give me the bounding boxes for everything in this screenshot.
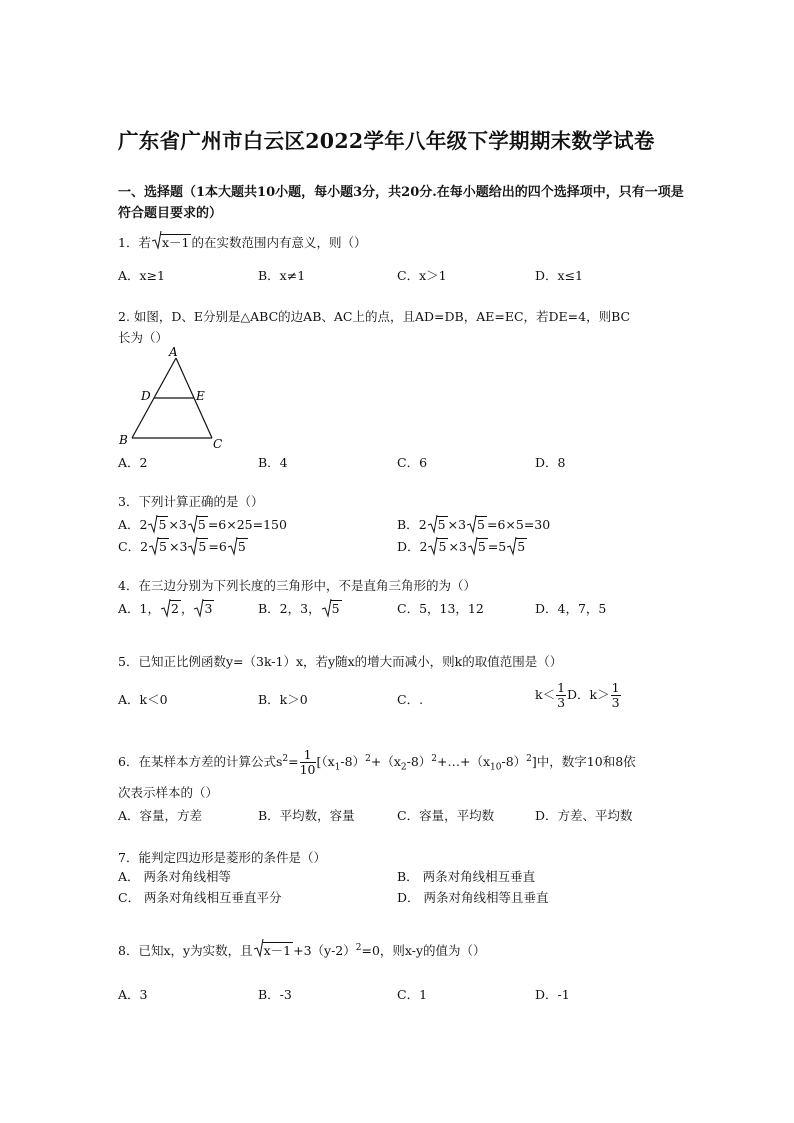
sqrt-symbol	[507, 539, 527, 554]
radicand: 5	[437, 517, 446, 532]
q3-option-d[interactable]	[397, 537, 527, 555]
section-heading: 一、选择题（1本大题共10小题，每小题3分，共20分.在每小题给出的四个选择项中，只有一项是符合题目要求的）	[118, 185, 684, 221]
q5-option-a[interactable]: A．k＜0	[118, 692, 168, 707]
pow: 2	[526, 753, 532, 764]
coef: 2	[419, 539, 428, 554]
sqrt-symbol	[152, 233, 192, 251]
q8-option-a[interactable]: A．3	[118, 987, 148, 1002]
q6-pre: 6．在某样本方差的计算公式s	[118, 754, 283, 769]
f2: -8）	[340, 754, 366, 769]
label-a: A	[169, 345, 178, 359]
q3-a-label: A．	[118, 517, 140, 532]
radicand: 2	[170, 601, 179, 616]
f7: ]中，数字10和8依	[531, 754, 636, 769]
denominator: 3	[557, 695, 566, 710]
f4: -8）	[406, 754, 432, 769]
sqrt-symbol	[254, 941, 294, 959]
coef: 2	[418, 517, 427, 532]
eq: =	[288, 754, 299, 769]
sqrt-symbol	[228, 539, 248, 554]
fraction	[611, 681, 621, 710]
q6-option-d[interactable]: D．方差、平均数	[535, 808, 633, 823]
sq: 2	[282, 753, 289, 764]
q1-option-c[interactable]: C．x＞1	[397, 268, 447, 283]
q7-option-a[interactable]: A． 两条对角线相等	[118, 869, 232, 884]
fraction	[556, 681, 566, 710]
q7-option-d[interactable]: D． 两条对角线相等且垂直	[397, 890, 549, 905]
q1-option-a[interactable]: A．x≥1	[118, 268, 166, 283]
q7-option-b[interactable]: B． 两条对角线相互垂直	[397, 869, 536, 884]
sqrt-symbol	[322, 601, 342, 616]
sub2: 2	[400, 762, 407, 773]
q1-option-d[interactable]: D．x≤1	[535, 268, 583, 283]
numerator: 1	[300, 748, 316, 763]
question-6-line1	[118, 748, 636, 777]
coef: 2	[139, 517, 148, 532]
q1-suffix: 的在实数范围内有意义，则（）	[191, 235, 367, 250]
q8-option-b[interactable]: B．-3	[258, 987, 292, 1002]
denominator: 3	[611, 695, 620, 710]
radicand: 5	[198, 539, 207, 554]
q4-option-a[interactable]	[118, 599, 214, 617]
q8-pre: 8．已知x，y为实数，且	[118, 943, 253, 958]
times: ×3	[448, 539, 467, 554]
sq: 2	[355, 942, 362, 953]
f6: -8）	[501, 754, 527, 769]
sub10: 10	[490, 762, 502, 773]
question-2-line2: 长为（）	[118, 330, 169, 345]
radicand: x－1	[263, 943, 292, 958]
q4-option-b[interactable]	[258, 599, 342, 617]
q7-option-c[interactable]: C． 两条对角线相互垂直平分	[118, 890, 282, 905]
numerator: 1	[611, 680, 620, 695]
sqrt-symbol	[149, 539, 169, 554]
sqrt-symbol	[467, 517, 487, 532]
sqrt-symbol	[428, 539, 448, 554]
radicand: 5	[331, 601, 340, 616]
f5: +…+（x	[437, 754, 491, 769]
radicand: 5	[197, 517, 206, 532]
question-8	[118, 941, 486, 959]
q4-a-pre: A．1，	[118, 601, 160, 616]
q6-option-a[interactable]: A．容量，方差	[118, 808, 203, 823]
q5-option-b[interactable]: B．k＞0	[258, 692, 308, 707]
q3-d-label: D．	[397, 539, 420, 554]
coef: 2	[140, 539, 149, 554]
q8-mid: +3（y-2）	[293, 943, 356, 958]
sqrt-symbol	[468, 539, 488, 554]
q3-option-c[interactable]	[118, 537, 248, 555]
question-6-line2: 次表示样本的（）	[118, 785, 219, 800]
q3-c-label: C．	[118, 539, 141, 554]
radicand: 5	[237, 539, 246, 554]
q3-option-a[interactable]	[118, 515, 287, 533]
f1: [（x	[316, 754, 335, 769]
q3-b-label: B．	[397, 517, 419, 532]
q2-option-b[interactable]: B．4	[258, 455, 288, 470]
q8-option-d[interactable]: D．-1	[535, 987, 570, 1002]
f3: +（x	[370, 754, 401, 769]
radicand: 5	[159, 539, 167, 554]
sqrt-symbol	[161, 601, 181, 616]
radicand: 3	[204, 601, 213, 616]
times: ×3	[168, 539, 188, 554]
sub1: 1	[334, 762, 341, 773]
question-1	[118, 233, 366, 251]
question-2-line1: 2. 如图，D、E分别是△ABC的边AB、AC上的点，且AD=DB，AE=EC，若DE=4，则BC	[118, 309, 631, 324]
page-title: 广东省广州市白云区2022学年八年级下学期期末数学试卷	[118, 129, 655, 153]
radicand: 5	[477, 517, 485, 532]
q3-d-tail: =5	[487, 539, 507, 554]
denominator: 10	[299, 762, 316, 777]
label-e: E	[196, 389, 205, 403]
q4-option-c[interactable]: C．5，13，12	[397, 601, 484, 616]
q5-option-d[interactable]	[535, 681, 622, 710]
sqrt-symbol	[188, 539, 208, 554]
radicand: 5	[477, 539, 486, 554]
label-b: B	[119, 433, 128, 447]
q4-option-d[interactable]: D．4，7，5	[535, 601, 607, 616]
radicand: 5	[517, 539, 526, 554]
triangle-figure	[118, 344, 228, 452]
sqrt-symbol	[428, 517, 448, 532]
q2-option-c[interactable]: C．6	[397, 455, 428, 470]
q3-b-tail: =6×5=30	[486, 517, 551, 532]
radicand: 5	[438, 539, 447, 554]
label-d: D	[141, 389, 151, 403]
q1-option-b[interactable]: B．x≠1	[258, 268, 306, 283]
question-4: 4．在三边分别为下列长度的三角形中，不是直角三角形的为（）	[118, 578, 476, 593]
sqrt-symbol	[148, 517, 168, 532]
q2-option-d[interactable]: D．8	[535, 455, 566, 470]
pow: 2	[365, 753, 371, 764]
label-c: C	[213, 437, 223, 451]
q3-option-b[interactable]	[397, 515, 550, 533]
sqrt-symbol	[188, 517, 208, 532]
pow: 2	[431, 753, 438, 764]
q3-c-tail: =6	[208, 539, 227, 554]
q5-d-k1: k＜	[535, 687, 556, 702]
q1-radicand: x－1	[161, 235, 190, 250]
sep: ，	[180, 601, 194, 616]
q2-option-a[interactable]: A．2	[118, 455, 148, 470]
q4-b-pre: B．2，3，	[258, 601, 321, 616]
question-3: 3．下列计算正确的是（）	[118, 494, 264, 509]
q6-option-c[interactable]: C．容量，平均数	[397, 808, 495, 823]
times: ×3	[447, 517, 467, 532]
q8-post: =0，则x-y的值为（）	[361, 943, 486, 958]
q1-prefix: 1．若	[118, 235, 151, 250]
q5-d-mid: D．k＞	[567, 687, 610, 702]
sqrt-symbol	[194, 601, 214, 616]
q6-option-b[interactable]: B．平均数，容量	[258, 808, 355, 823]
q8-option-c[interactable]: C．1	[397, 987, 428, 1002]
q3-a-tail: =6×25=150	[207, 517, 287, 532]
question-7: 7．能判定四边形是菱形的条件是（）	[118, 850, 326, 865]
fraction	[300, 748, 316, 777]
radicand: 5	[158, 517, 167, 532]
q5-option-c[interactable]: C．.	[397, 692, 424, 707]
numerator: 1	[557, 680, 566, 695]
question-5: 5．已知正比例函数y=（3k-1）x，若y随x的增大而减小，则k的取值范围是（）	[118, 654, 563, 669]
times: ×3	[168, 517, 187, 532]
